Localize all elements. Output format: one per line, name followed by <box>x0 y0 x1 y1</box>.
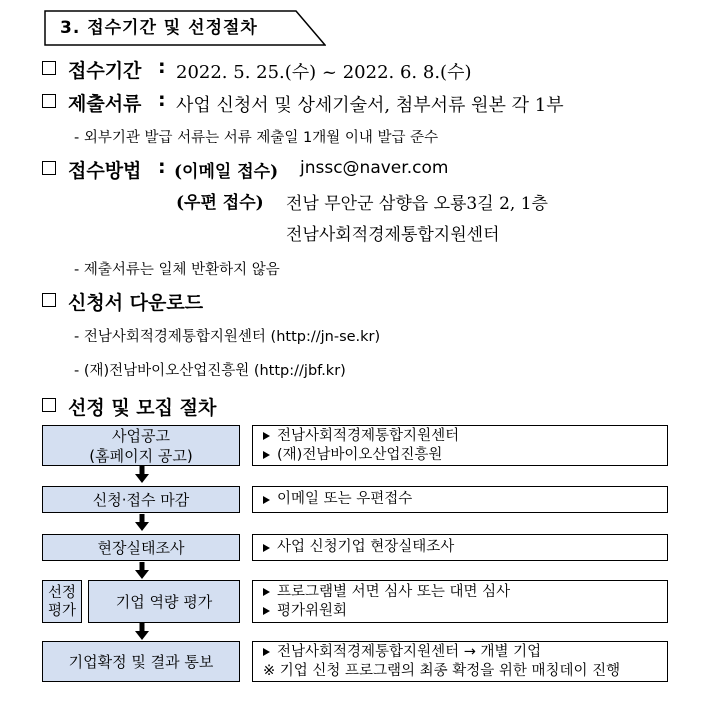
method-sep: : <box>158 156 166 178</box>
flow-step-announcement <box>42 425 240 466</box>
docs-sep: : <box>158 89 166 111</box>
flow-detail-capability-eval <box>252 580 668 623</box>
down-arrow-icon <box>134 562 150 580</box>
mail-address: 전남 무안군 삼향읍 오룡3길 2, 1층 <box>286 194 548 214</box>
flow-detail-deadline <box>252 486 668 513</box>
method-note: - 제출서류는 일체 반환하지 않음 <box>74 262 280 278</box>
docs-note: - 외부기관 발급 서류는 서류 제출일 1개월 이내 발급 준수 <box>74 130 439 146</box>
flow-step-deadline <box>42 486 240 513</box>
flow-step-title: 사업공고 <box>112 426 170 445</box>
triangle-bullet-icon <box>263 432 270 440</box>
download-link-1[interactable]: - 전남사회적경제통합지원센터 (http://jn-se.kr) <box>74 329 381 345</box>
triangle-bullet-icon <box>263 544 270 552</box>
flow-detail-confirmation <box>252 641 668 682</box>
checkbox-bullet <box>42 161 56 175</box>
triangle-bullet-icon <box>263 451 270 459</box>
checkbox-bullet <box>42 94 56 108</box>
checkbox-bullet <box>42 61 56 75</box>
selection-label: 선정 및 모집 절차 <box>68 397 217 419</box>
flow-step-title: 현장실태조사 <box>97 538 185 557</box>
docs-label: 제출서류 <box>68 93 142 115</box>
docs-value: 사업 신청서 및 상세기술서, 첨부서류 원본 각 1부 <box>176 95 564 116</box>
triangle-bullet-icon <box>263 648 270 656</box>
detail-text: 이메일 또는 우편접수 <box>277 491 413 507</box>
email-method-label: (이메일 접수) <box>174 162 279 182</box>
method-label: 접수방법 <box>68 160 142 182</box>
period-value: 2022. 5. 25.(수) ~ 2022. 6. 8.(수) <box>176 62 472 83</box>
flow-step-site-survey <box>42 534 240 561</box>
mail-method-label: (우편 접수) <box>176 193 264 213</box>
side-label-line: 평가 <box>47 602 76 619</box>
download-label: 신청서 다운로드 <box>68 292 204 314</box>
email-address: jnssc@naver.com <box>300 158 449 178</box>
flow-step-title: 기업 역량 평가 <box>115 592 213 611</box>
download-link-2[interactable]: - (재)전남바이오산업진흥원 (http://jbf.kr) <box>74 363 346 379</box>
down-arrow-icon <box>134 466 150 484</box>
detail-text: 평가위원회 <box>277 602 348 619</box>
detail-remark: ※ 기업 신청 프로그램의 최종 확정을 위한 매칭데이 진행 <box>263 662 621 679</box>
flow-step-subtitle: (홈페이지 공고) <box>89 446 193 465</box>
triangle-bullet-icon <box>263 588 270 596</box>
flow-step-confirmation <box>42 641 240 682</box>
detail-text: 사업 신청기업 현장실태조사 <box>277 539 455 555</box>
flow-side-label-evaluation <box>42 580 82 623</box>
period-sep: : <box>158 56 166 78</box>
triangle-bullet-icon <box>263 607 270 615</box>
flow-step-capability-eval <box>88 580 240 623</box>
detail-text: 전남사회적경제통합지원센터 → 개별 기업 <box>277 643 542 660</box>
detail-text: 전남사회적경제통합지원센터 <box>277 427 460 444</box>
flow-step-title: 기업확정 및 결과 통보 <box>68 652 214 671</box>
triangle-bullet-icon <box>263 496 270 504</box>
flow-step-title: 신청·접수 마감 <box>92 490 190 509</box>
mail-organization: 전남사회적경제통합지원센터 <box>286 225 500 245</box>
down-arrow-icon <box>134 514 150 532</box>
detail-text: (재)전남바이오산업진흥원 <box>277 446 443 463</box>
section-title: 3. 접수기간 및 선정절차 <box>60 18 258 38</box>
detail-text: 프로그램별 서면 심사 또는 대면 심사 <box>277 583 511 600</box>
side-label-line: 선정 <box>47 584 76 601</box>
checkbox-bullet <box>42 293 56 307</box>
flow-detail-site-survey <box>252 534 668 561</box>
down-arrow-icon <box>134 623 150 641</box>
flow-detail-announcement <box>252 425 668 466</box>
checkbox-bullet <box>42 398 56 412</box>
period-label: 접수기간 <box>68 60 142 82</box>
